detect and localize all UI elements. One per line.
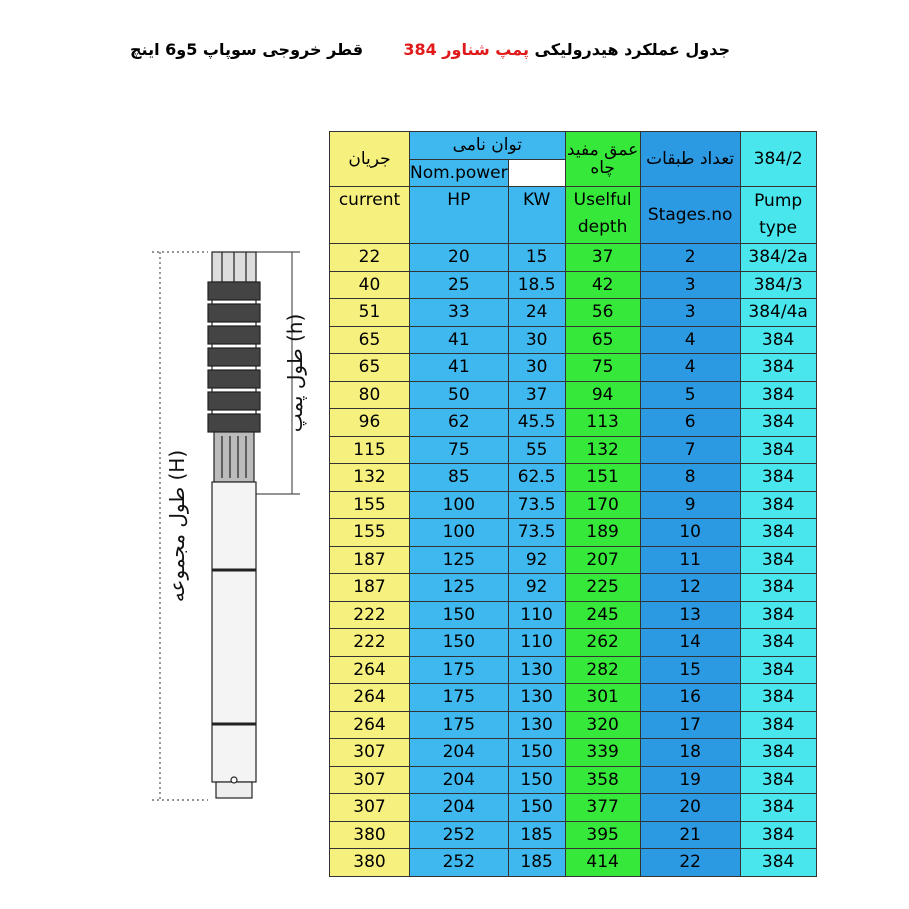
cell-kw: 185	[508, 821, 565, 849]
table-row	[330, 491, 817, 519]
header-row-1	[330, 132, 817, 160]
cell-current: 264	[330, 711, 410, 739]
cell-type: 384	[740, 766, 816, 794]
cell-depth: 225	[565, 574, 640, 602]
cell-current: 115	[330, 436, 410, 464]
cell-current: 307	[330, 739, 410, 767]
cell-kw: 30	[508, 354, 565, 382]
cell-kw: 150	[508, 794, 565, 822]
cell-type: 384	[740, 574, 816, 602]
cell-current: 264	[330, 684, 410, 712]
table-row	[330, 381, 817, 409]
table-row	[330, 601, 817, 629]
table-row	[330, 244, 817, 272]
cell-type: 384	[740, 601, 816, 629]
cell-stages: 13	[640, 601, 740, 629]
cell-depth: 113	[565, 409, 640, 437]
cell-depth: 414	[565, 849, 640, 877]
table-row	[330, 711, 817, 739]
cell-stages: 21	[640, 821, 740, 849]
cell-kw: 73.5	[508, 491, 565, 519]
cell-hp: 33	[410, 299, 509, 327]
cell-depth: 42	[565, 271, 640, 299]
header-power-en: Nom.power	[410, 159, 509, 187]
cell-hp: 252	[410, 849, 509, 877]
cell-type: 384/2a	[740, 244, 816, 272]
cell-hp: 20	[410, 244, 509, 272]
cell-type: 384	[740, 464, 816, 492]
cell-kw: 55	[508, 436, 565, 464]
cell-type: 384	[740, 794, 816, 822]
cell-depth: 37	[565, 244, 640, 272]
cell-kw: 150	[508, 739, 565, 767]
cell-kw: 185	[508, 849, 565, 877]
table-row	[330, 656, 817, 684]
cell-type: 384/4a	[740, 299, 816, 327]
cell-current: 307	[330, 766, 410, 794]
cell-kw: 92	[508, 546, 565, 574]
pump-drawing	[150, 240, 320, 810]
header-depth-fa: عمق مفید چاه	[565, 132, 640, 187]
cell-hp: 204	[410, 739, 509, 767]
cell-hp: 75	[410, 436, 509, 464]
cell-stages: 4	[640, 326, 740, 354]
table-row	[330, 794, 817, 822]
header-current-fa: جریان	[330, 132, 410, 187]
header-type-en: Pump type	[740, 187, 816, 244]
cell-type: 384/3	[740, 271, 816, 299]
header-type-top: 384/2	[740, 132, 816, 187]
cell-depth: 262	[565, 629, 640, 657]
performance-table	[329, 131, 817, 877]
cell-kw: 15	[508, 244, 565, 272]
cell-hp: 150	[410, 601, 509, 629]
cell-kw: 24	[508, 299, 565, 327]
table-row	[330, 464, 817, 492]
cell-hp: 150	[410, 629, 509, 657]
cell-current: 40	[330, 271, 410, 299]
cell-current: 80	[330, 381, 410, 409]
cell-depth: 282	[565, 656, 640, 684]
page-title	[130, 40, 730, 70]
cell-stages: 6	[640, 409, 740, 437]
cell-stages: 3	[640, 271, 740, 299]
cell-kw: 37	[508, 381, 565, 409]
cell-type: 384	[740, 326, 816, 354]
cell-hp: 41	[410, 326, 509, 354]
cell-current: 380	[330, 821, 410, 849]
cell-current: 155	[330, 519, 410, 547]
cell-depth: 395	[565, 821, 640, 849]
cell-hp: 62	[410, 409, 509, 437]
table-row	[330, 354, 817, 382]
cell-depth: 207	[565, 546, 640, 574]
cell-type: 384	[740, 739, 816, 767]
cell-current: 65	[330, 326, 410, 354]
table-row	[330, 271, 817, 299]
cell-depth: 65	[565, 326, 640, 354]
cell-stages: 5	[640, 381, 740, 409]
table-row	[330, 546, 817, 574]
header-depth-en: Uselful depth	[565, 187, 640, 244]
cell-type: 384	[740, 656, 816, 684]
cell-stages: 12	[640, 574, 740, 602]
cell-current: 380	[330, 849, 410, 877]
table-row	[330, 436, 817, 464]
cell-kw: 150	[508, 766, 565, 794]
cell-kw: 130	[508, 711, 565, 739]
table-row	[330, 519, 817, 547]
cell-type: 384	[740, 821, 816, 849]
cell-type: 384	[740, 849, 816, 877]
cell-stages: 3	[640, 299, 740, 327]
cell-depth: 75	[565, 354, 640, 382]
cell-stages: 7	[640, 436, 740, 464]
table-row	[330, 409, 817, 437]
cell-current: 222	[330, 629, 410, 657]
cell-kw: 130	[508, 656, 565, 684]
table-row	[330, 574, 817, 602]
cell-hp: 100	[410, 519, 509, 547]
cell-depth: 245	[565, 601, 640, 629]
cell-type: 384	[740, 491, 816, 519]
table-row	[330, 739, 817, 767]
cell-type: 384	[740, 684, 816, 712]
cell-stages: 4	[640, 354, 740, 382]
cell-hp: 41	[410, 354, 509, 382]
cell-hp: 50	[410, 381, 509, 409]
cell-hp: 175	[410, 656, 509, 684]
cell-stages: 11	[640, 546, 740, 574]
cell-type: 384	[740, 629, 816, 657]
cell-stages: 8	[640, 464, 740, 492]
total-length-label: طول مجموعه (H)	[165, 449, 189, 603]
cell-hp: 252	[410, 821, 509, 849]
header-stages-fa: تعداد طبقات	[640, 132, 740, 187]
cell-stages: 19	[640, 766, 740, 794]
cell-current: 264	[330, 656, 410, 684]
cell-depth: 170	[565, 491, 640, 519]
cell-kw: 30	[508, 326, 565, 354]
cell-hp: 204	[410, 794, 509, 822]
cell-current: 155	[330, 491, 410, 519]
cell-type: 384	[740, 354, 816, 382]
cell-kw: 110	[508, 629, 565, 657]
cell-hp: 100	[410, 491, 509, 519]
cell-hp: 125	[410, 546, 509, 574]
header-hp: HP	[410, 187, 509, 244]
header-current-en: current	[330, 187, 410, 244]
cell-depth: 189	[565, 519, 640, 547]
cell-depth: 320	[565, 711, 640, 739]
title-subtitle: قطر خروجی سوپاپ 5و6 اینچ	[130, 40, 364, 59]
cell-depth: 94	[565, 381, 640, 409]
cell-current: 307	[330, 794, 410, 822]
table-row	[330, 821, 817, 849]
cell-type: 384	[740, 546, 816, 574]
cell-kw: 130	[508, 684, 565, 712]
cell-depth: 151	[565, 464, 640, 492]
table-row	[330, 629, 817, 657]
cell-stages: 15	[640, 656, 740, 684]
cell-type: 384	[740, 436, 816, 464]
pump-length-label: طول پمپ (h)	[283, 313, 307, 433]
cell-depth: 377	[565, 794, 640, 822]
cell-hp: 175	[410, 684, 509, 712]
cell-type: 384	[740, 409, 816, 437]
cell-current: 65	[330, 354, 410, 382]
table-row	[330, 299, 817, 327]
cell-stages: 10	[640, 519, 740, 547]
cell-kw: 73.5	[508, 519, 565, 547]
table-row	[330, 766, 817, 794]
cell-current: 132	[330, 464, 410, 492]
table-row	[330, 326, 817, 354]
cell-stages: 16	[640, 684, 740, 712]
cell-hp: 125	[410, 574, 509, 602]
cell-hp: 175	[410, 711, 509, 739]
table-row	[330, 684, 817, 712]
title-highlight: پمپ شناور 384	[403, 40, 529, 59]
cell-hp: 85	[410, 464, 509, 492]
header-stages-en: Stages.no	[640, 187, 740, 244]
cell-type: 384	[740, 519, 816, 547]
header-power-fa: توان نامی	[410, 132, 566, 160]
cell-hp: 204	[410, 766, 509, 794]
header-kw: KW	[508, 187, 565, 244]
cell-type: 384	[740, 711, 816, 739]
cell-depth: 56	[565, 299, 640, 327]
cell-current: 187	[330, 546, 410, 574]
cell-depth: 339	[565, 739, 640, 767]
cell-type: 384	[740, 381, 816, 409]
cell-current: 96	[330, 409, 410, 437]
cell-depth: 301	[565, 684, 640, 712]
cell-current: 51	[330, 299, 410, 327]
header-row-3	[330, 187, 817, 244]
cell-stages: 22	[640, 849, 740, 877]
cell-kw: 62.5	[508, 464, 565, 492]
title-main: جدول عملکرد هیدرولیکی پمپ شناور 384	[403, 40, 730, 59]
cell-kw: 110	[508, 601, 565, 629]
cell-stages: 18	[640, 739, 740, 767]
cell-stages: 14	[640, 629, 740, 657]
cell-depth: 132	[565, 436, 640, 464]
cell-current: 22	[330, 244, 410, 272]
cell-depth: 358	[565, 766, 640, 794]
cell-hp: 25	[410, 271, 509, 299]
cell-stages: 20	[640, 794, 740, 822]
cell-current: 222	[330, 601, 410, 629]
cell-stages: 2	[640, 244, 740, 272]
cell-kw: 18.5	[508, 271, 565, 299]
table-row	[330, 849, 817, 877]
cell-stages: 9	[640, 491, 740, 519]
cell-current: 187	[330, 574, 410, 602]
cell-kw: 45.5	[508, 409, 565, 437]
cell-stages: 17	[640, 711, 740, 739]
cell-kw: 92	[508, 574, 565, 602]
